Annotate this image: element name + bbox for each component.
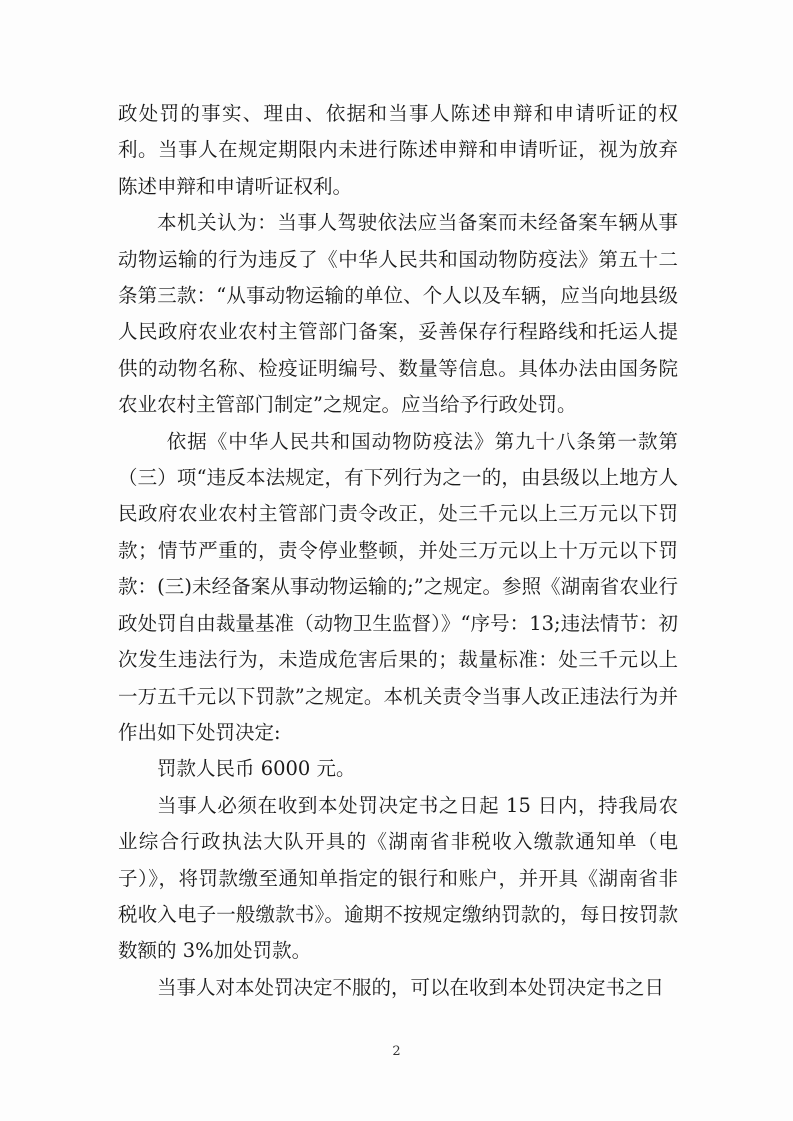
- paragraph-violation-finding: 本机关认为：当事人驾驶依法应当备案而未经备案车辆从事动物运输的行为违反了《中华人民共和国动物防疫法》第五十二条第三款：“从事动物运输的单位、个人以及车辆，应当向地县级人民政府农业农村主管部门备案，妥善保存行程路线和托运人提供的动物名称、检疫证明编号、数量等信息。具体办法由国务院农业农村主管部门制定”之规定。应当给予行政处罚。: [118, 211, 678, 417]
- paragraph-fine-amount: 罚款人民币 6000 元。: [157, 757, 356, 781]
- document-body: [118, 96, 678, 1006]
- page-number: 2: [392, 1044, 401, 1059]
- paragraph-appeal-rights: 当事人对本处罚决定不服的，可以在收到本处罚决定书之日: [157, 975, 665, 999]
- paragraph-payment-instructions: 当事人必须在收到本处罚决定书之日起 15 日内，持我局农业综合行政执法大队开具的《湖南省非税收入缴款通知单（电子）》，将罚款缴至通知单指定的银行和账户，并开具《湖南省非税收入电子一般缴款书》。逾期不按规定缴纳罚款的，每日按罚款数额的 3%加处罚款。: [118, 793, 678, 963]
- paragraph-hearing-rights: 政处罚的事实、理由、依据和当事人陈述申辩和申请听证的权利。当事人在规定期限内未进行陈述申辩和申请听证，视为放弃陈述申辩和申请听证权利。: [118, 102, 678, 198]
- paragraph-legal-basis: 依据《中华人民共和国动物防疫法》第九十八条第一款第（三）项“违反本法规定，有下列行为之一的，由县级以上地方人民政府农业农村主管部门责令改正，处三千元以上三万元以下罚款；情节严重的，责令停业整顿，并处三万元以上十万元以下罚款：(三)未经备案从事动物运输的;”之规定。参照《湖南省农业行政处罚自由裁量基准（动物卫生监督）》“序号：13;违法情节：初次发生违法行为，未造成危害后果的；裁量标准：处三千元以上一万五千元以下罚款”之规定。本机关责令当事人改正违法行为并作出如下处罚决定:: [118, 429, 678, 744]
